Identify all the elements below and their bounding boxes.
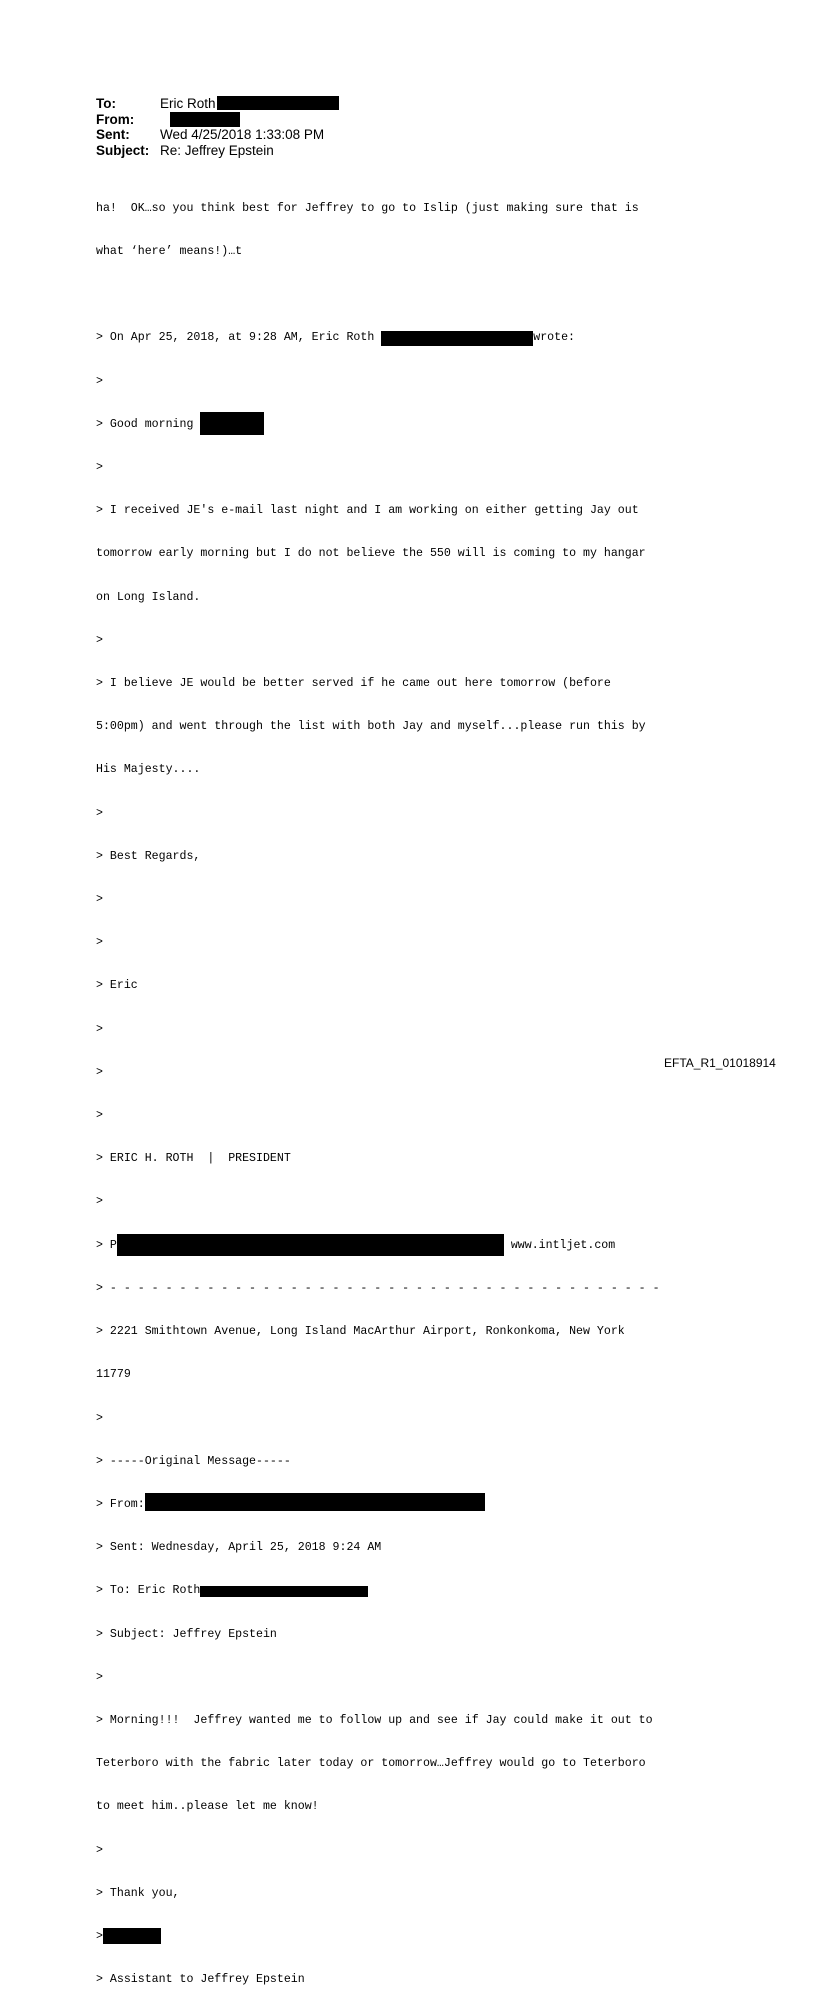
quote-intro-text: > On Apr 25, 2018, at 9:28 AM, Eric Roth xyxy=(96,331,382,345)
quote-line: His Majesty.... xyxy=(96,763,201,777)
email-body xyxy=(96,173,811,2002)
quote-line: > Subject: Jeffrey Epstein xyxy=(96,1627,277,1641)
orig-from-label: > From: xyxy=(96,1497,145,1511)
quote-line: on Long Island. xyxy=(96,590,201,604)
quote-orig-from-line xyxy=(96,1498,811,1512)
quote-line: tomorrow early morning but I do not believe the 550 will is coming to my hangar xyxy=(96,547,646,561)
redaction-box xyxy=(200,1586,368,1597)
quote-line: > xyxy=(96,1065,103,1079)
quote-marker: > xyxy=(96,1929,103,1943)
orig-to-text: > To: Eric Roth xyxy=(96,1584,201,1598)
quote-intro-wrote: wrote: xyxy=(533,331,576,345)
quote-line: > xyxy=(96,1670,103,1684)
quote-line: > xyxy=(96,1411,103,1425)
quote-line: > I believe JE would be better served if he came out here tomorrow (before xyxy=(96,677,611,691)
to-label: To: xyxy=(96,96,116,111)
quote-greeting-line xyxy=(96,418,811,432)
quote-orig-to-line xyxy=(96,1584,811,1598)
from-label: From: xyxy=(96,111,135,127)
quote-line: > xyxy=(96,806,103,820)
reply-line: what ‘here’ means!)…t xyxy=(96,245,243,259)
phone-prefix: > P xyxy=(96,1238,117,1252)
quote-line: > xyxy=(96,374,103,388)
subject-value: Re: Jeffrey Epstein xyxy=(160,142,274,158)
quote-line: > Eric xyxy=(96,979,138,993)
quote-dashes-line: > - - - - - - - - - - - - - - - - - - - - - - - - - - - - - - - - - - - - - - - - xyxy=(96,1281,660,1295)
quote-line: > xyxy=(96,461,103,475)
quote-greeting-text: > Good morning xyxy=(96,417,201,431)
quote-line: > Morning!!! Jeffrey wanted me to follow up and see if Jay could make it out to xyxy=(96,1713,653,1727)
quote-line: > -----Original Message----- xyxy=(96,1454,291,1468)
quote-line: > xyxy=(96,1843,103,1857)
quote-line: > 2221 Smithtown Avenue, Long Island MacArthur Airport, Ronkonkoma, New York xyxy=(96,1325,625,1339)
quote-line: > Sent: Wednesday, April 25, 2018 9:24 AM xyxy=(96,1541,382,1555)
quote-line: > xyxy=(96,893,103,907)
redaction-box xyxy=(217,96,339,110)
reply-line: ha! OK…so you think best for Jeffrey to go to Islip (just making sure that is xyxy=(96,201,639,215)
quote-line: > I received JE's e-mail last night and I am working on either getting Jay out xyxy=(96,504,639,518)
subject-label: Subject: xyxy=(96,142,150,158)
blank-line xyxy=(96,288,811,302)
quote-line: > xyxy=(96,633,103,647)
redaction-box xyxy=(381,331,533,346)
quote-line: 5:00pm) and went through the list with both Jay and myself...please run this by xyxy=(96,720,646,734)
website-text: www.intljet.com xyxy=(503,1238,616,1252)
quote-sender-line xyxy=(96,1930,811,1944)
from-value xyxy=(160,112,240,128)
quote-line: to meet him..please let me know! xyxy=(96,1800,319,1814)
quote-line: 11779 xyxy=(96,1368,131,1382)
quote-intro-line xyxy=(96,331,811,345)
redaction-box xyxy=(103,1928,161,1944)
sent-value: Wed 4/25/2018 1:33:08 PM xyxy=(160,127,325,142)
to-name: Eric Roth xyxy=(160,96,216,111)
sent-label: Sent: xyxy=(96,127,130,142)
quote-line: > xyxy=(96,1109,103,1123)
quote-line: > Assistant to Jeffrey Epstein xyxy=(96,1973,305,1987)
quote-line: > xyxy=(96,1022,103,1036)
quote-signature-phone-line xyxy=(96,1239,811,1253)
quote-line: > Thank you, xyxy=(96,1886,180,1900)
quote-line: > ERIC H. ROTH | PRESIDENT xyxy=(96,1152,291,1166)
quote-line: Teterboro with the fabric later today or tomorrow…Jeffrey would go to Teterboro xyxy=(96,1757,646,1771)
to-value xyxy=(160,96,339,112)
quote-line: > xyxy=(96,936,103,950)
quote-line: > xyxy=(96,1195,103,1209)
document-id: EFTA_R1_01018914 xyxy=(664,1056,776,1070)
redaction-box xyxy=(117,1234,504,1256)
redaction-box xyxy=(200,412,264,435)
quote-line: > Best Regards, xyxy=(96,849,201,863)
redaction-box xyxy=(170,112,240,127)
redaction-box xyxy=(145,1493,485,1511)
